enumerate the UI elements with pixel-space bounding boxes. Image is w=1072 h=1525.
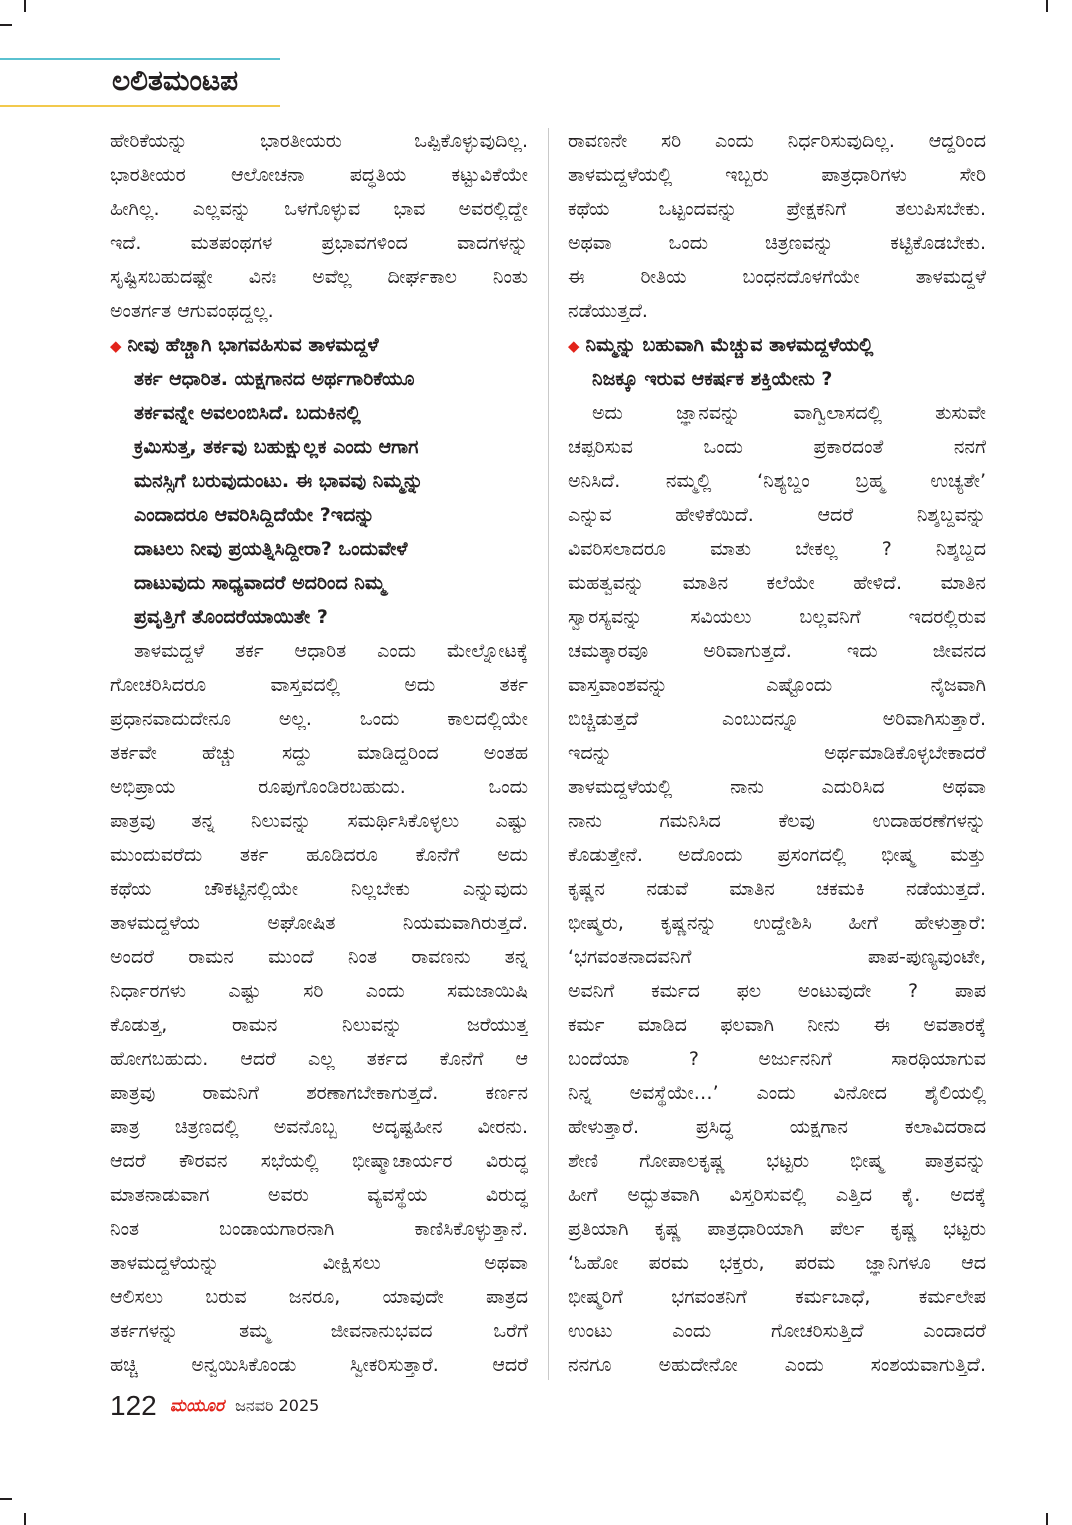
answer-line: ‘ಭಗವಂತನಾದವನಿಗೆ ಪಾಪ-ಪುಣ್ಯವುಂಟೇ, [568,946,986,968]
answer-line: ಆದರೆ ಕೌರವನ ಸಭೆಯಲ್ಲಿ ಭೀಷ್ಮಾಚಾರ್ಯರ ವಿರುದ್ಧ [110,1150,528,1172]
answer-line: ಅದು ಜ್ಞಾನವನ್ನು ವಾಗ್ವಿಲಾಸದಲ್ಲಿ ತುಸುವೇ [592,402,986,424]
header-rule-top [0,58,280,60]
answer-line: ತಾಳಮದ್ದಳೆಯಲ್ಲಿ ನಾನು ಎದುರಿಸಿದ ಅಥವಾ [568,776,986,798]
crop-mark [0,1498,12,1500]
answer-line: ಅಭಿಪ್ರಾಯ ರೂಪುಗೊಂಡಿರಬಹುದು. ಒಂದು [110,776,528,798]
answer-line: ಕೃಷ್ಣನ ನಡುವೆ ಮಾತಿನ ಚಕಮಕಿ ನಡೆಯುತ್ತದೆ. [568,878,986,900]
section-title: ಲಲಿತಮಂಟಪ [112,64,239,97]
answer-line: ಸ್ವಾರಸ್ಯವನ್ನು ಸವಿಯಲು ಬಲ್ಲವನಿಗೆ ಇದರಲ್ಲಿರುವ [568,606,986,628]
body-line: ಈ ರೀತಿಯ ಬಂಧನದೊಳಗೆಯೇ ತಾಳಮದ್ದಳೆ [568,266,986,288]
body-line: ಅಂತರ್ಗತ ಆಗುವಂಥದ್ದಲ್ಲ. [110,300,274,322]
question-text: ನಿಮ್ಮನ್ನು ಬಹುವಾಗಿ ಮೆಚ್ಚುವ ತಾಳಮದ್ದಳೆಯಲ್ಲಿ [585,334,874,356]
answer-line: ಅವನಿಗೆ ಕರ್ಮದ ಫಲ ಅಂಟುವುದೇ ? ಪಾಪ [568,980,986,1002]
body-line: ಸೃಷ್ಟಿಸಬಹುದಷ್ಟೇ ವಿನಃ ಅವೆಲ್ಲ ದೀರ್ಘಕಾಲ ನಿಂತು [110,266,528,288]
interview-question-line: ಎಂದಾದರೂ ಆವರಿಸಿದ್ದಿದೆಯೇ ?ಇದನ್ನು [134,504,375,526]
answer-line: ನಿರ್ಧಾರಗಳು ಎಷ್ಟು ಸರಿ ಎಂದು ಸಮಜಾಯಿಷಿ [110,980,528,1002]
interview-question-line: ದಾಟುವುದು ಸಾಧ್ಯವಾದರೆ ಅದರಿಂದ ನಿಮ್ಮ [134,572,386,594]
answer-line: ನನಗೂ ಅಹುದೇನೋ ಎಂದು ಸಂಶಯವಾಗುತ್ತಿದೆ. [568,1354,986,1376]
crop-mark [1046,0,1048,12]
answer-line: ಪ್ರಧಾನವಾದುದೇನೂ ಅಲ್ಲ. ಒಂದು ಕಾಲದಲ್ಲಿಯೇ [110,708,528,730]
body-line: ಭಾರತೀಯರ ಆಲೋಚನಾ ಪದ್ಧತಿಯ ಕಟ್ಟುವಿಕೆಯೇ [110,164,528,186]
answer-line: ಗೋಚರಿಸಿದರೂ ವಾಸ್ತವದಲ್ಲಿ ಅದು ತರ್ಕ [110,674,528,696]
answer-line: ವಿವರಿಸಲಾದರೂ ಮಾತು ಬೇಕಲ್ಲ ? ನಿಶ್ಶಬ್ದದ [568,538,986,560]
header-rule-bottom [0,105,280,107]
answer-line: ತರ್ಕವೇ ಹೆಚ್ಚು ಸದ್ದು ಮಾಡಿದ್ದರಿಂದ ಅಂತಹ [110,742,528,764]
interview-question-line: ತರ್ಕ ಆಧಾರಿತ. ಯಕ್ಷಗಾನದ ಅರ್ಥಗಾರಿಕೆಯೂ [134,368,415,390]
body-line: ಹೀಗಿಲ್ಲ. ಎಲ್ಲವನ್ನು ಒಳಗೊಳ್ಳುವ ಭಾವ ಅವರಲ್ಲಿದ್ದೇ [110,198,528,220]
answer-line: ಪಾತ್ರ ಚಿತ್ರಣದಲ್ಲಿ ಅವನೊಬ್ಬ ಅದೃಷ್ಟಹೀನ ವೀರನು. [110,1116,528,1138]
answer-line: ‘ಓಹೋ ಪರಮ ಭಕ್ತರು, ಪರಮ ಜ್ಞಾನಿಗಳೂ ಆದ [568,1252,986,1274]
answer-line: ಮಹತ್ವವನ್ನು ಮಾತಿನ ಕಲೆಯೇ ಹೇಳಿದೆ. ಮಾತಿನ [568,572,986,594]
answer-line: ಪಾತ್ರವು ತನ್ನ ನಿಲುವನ್ನು ಸಮರ್ಥಿಸಿಕೊಳ್ಳಲು ಎಷ್ಟು [110,810,528,832]
answer-line: ಕೊಡುತ್ತೇನೆ. ಅದೊಂದು ಪ್ರಸಂಗದಲ್ಲಿ ಭೀಷ್ಮ ಮತ್ತು [568,844,986,866]
body-line: ಇದೆ. ಮತಪಂಥಗಳ ಪ್ರಭಾವಗಳಿಂದ ವಾದಗಳನ್ನು [110,232,528,254]
answer-line: ಚಮತ್ಕಾರವೂ ಅರಿವಾಗುತ್ತದೆ. ಇದು ಜೀವನದ [568,640,986,662]
answer-line: ಮುಂದುವರೆದು ತರ್ಕ ಹೂಡಿದರೂ ಕೊನೆಗೆ ಅದು [110,844,528,866]
body-line: ಅಥವಾ ಒಂದು ಚಿತ್ರಣವನ್ನು ಕಟ್ಟಿಕೊಡಬೇಕು. [568,232,986,254]
interview-question-line: ಕ್ರಮಿಸುತ್ತ, ತರ್ಕವು ಬಹುಕ್ಷುಲ್ಲಕ ಎಂದು ಆಗಾಗ [134,436,419,458]
answer-line: ಹಚ್ಚಿ ಅನ್ವಯಿಸಿಕೊಂಡು ಸ್ವೀಕರಿಸುತ್ತಾರೆ. ಆದರೆ [110,1354,528,1376]
answer-line: ಇದನ್ನು ಅರ್ಥಮಾಡಿಕೊಳ್ಳಬೇಕಾದರೆ [568,742,986,764]
answer-line: ಆಲಿಸಲು ಬರುವ ಜನರೂ, ಯಾವುದೇ ಪಾತ್ರದ [110,1286,528,1308]
answer-line: ಕಥೆಯ ಚೌಕಟ್ಟಿನಲ್ಲಿಯೇ ನಿಲ್ಲಬೇಕು ಎನ್ನುವುದು [110,878,528,900]
crop-mark [1046,1513,1048,1525]
answer-line: ತಾಳಮದ್ದಳೆಯ ಅಘೋಷಿತ ನಿಯಮವಾಗಿರುತ್ತದೆ. [110,912,528,934]
magazine-logo: ಮಯೂರ [169,1396,225,1416]
answer-line: ಶೇಣಿ ಗೋಪಾಲಕೃಷ್ಣ ಭಟ್ಟರು ಭೀಷ್ಮ ಪಾತ್ರವನ್ನು [568,1150,986,1172]
answer-line: ಕರ್ಮ ಮಾಡಿದ ಫಲವಾಗಿ ನೀನು ಈ ಅವತಾರಕ್ಕೆ [568,1014,986,1036]
body-line: ರಾವಣನೇ ಸರಿ ಎಂದು ನಿರ್ಧರಿಸುವುದಿಲ್ಲ. ಆದ್ದರಿಂದ [568,130,986,152]
crop-mark [0,24,12,26]
column-divider [548,128,549,1380]
interview-question-line: ನಿಜಕ್ಕೂ ಇರುವ ಆಕರ್ಷಕ ಶಕ್ತಿಯೇನು ? [592,368,833,390]
right-column [568,124,986,1382]
interview-question-line: ಪ್ರವೃತ್ತಿಗೆ ತೊಂದರೆಯಾಯಿತೇ ? [134,606,328,628]
interview-question-line [568,328,986,362]
answer-line: ಹೀಗೆ ಅದ್ಭುತವಾಗಿ ವಿಸ್ತರಿಸುವಲ್ಲಿ ಎತ್ತಿದ ಕೈ. ಅದಕ್ಕೆ [568,1184,986,1206]
answer-line: ನಿನ್ನ ಅವಸ್ಥೆಯೇ…’ ಎಂದು ವಿನೋದ ಶೈಲಿಯಲ್ಲಿ [568,1082,986,1104]
answer-line: ನಾನು ಗಮನಿಸಿದ ಕೆಲವು ಉದಾಹರಣೆಗಳನ್ನು [568,810,986,832]
body-line: ಹೇರಿಕೆಯನ್ನು ಭಾರತೀಯರು ಒಪ್ಪಿಕೊಳ್ಳುವುದಿಲ್ಲ. [110,130,528,152]
answer-line: ಅಂದರೆ ರಾಮನ ಮುಂದೆ ನಿಂತ ರಾವಣನು ತನ್ನ [110,946,528,968]
answer-line: ಬಿಚ್ಚಿಡುತ್ತದೆ ಎಂಬುದನ್ನೂ ಅರಿವಾಗಿಸುತ್ತಾರೆ. [568,708,986,730]
answer-line: ವಾಸ್ತವಾಂಶವನ್ನು ಎಷ್ಟೊಂದು ನೈಜವಾಗಿ [568,674,986,696]
answer-line: ಚಪ್ಪರಿಸುವ ಒಂದು ಪ್ರಕಾರದಂತೆ ನನಗೆ [568,436,986,458]
answer-line: ಮಾತನಾಡುವಾಗ ಅವರು ವ್ಯವಸ್ಥೆಯ ವಿರುದ್ಧ [110,1184,528,1206]
body-line: ನಡೆಯುತ್ತದೆ. [568,300,648,322]
body-line: ಕಥೆಯ ಒಟ್ಟಂದವನ್ನು ಪ್ರೇಕ್ಷಕನಿಗೆ ತಲುಪಿಸಬೇಕು. [568,198,986,220]
interview-question-line [110,328,528,362]
body-line: ತಾಳಮದ್ದಳೆಯಲ್ಲಿ ಇಬ್ಬರು ಪಾತ್ರಧಾರಿಗಳು ಸೇರಿ [568,164,986,186]
answer-line: ಪ್ರತಿಯಾಗಿ ಕೃಷ್ಣ ಪಾತ್ರಧಾರಿಯಾಗಿ ಪೆರ್ಲ ಕೃಷ್ಣ ಭಟ್ಟರು [568,1218,986,1240]
answer-line: ಹೋಗಬಹುದು. ಆದರೆ ಎಲ್ಲ ತರ್ಕದ ಕೊನೆಗೆ ಆ [110,1048,528,1070]
question-text: ನೀವು ಹೆಚ್ಚಾಗಿ ಭಾಗವಹಿಸುವ ತಾಳಮದ್ದಳೆ [127,334,379,356]
crop-mark [24,0,26,12]
crop-mark [24,1513,26,1525]
answer-line: ಭೀಷ್ಮರಿಗೆ ಭಗವಂತನಿಗೆ ಕರ್ಮಬಾಧೆ, ಕರ್ಮಲೇಪ [568,1286,986,1308]
answer-line: ಹೇಳುತ್ತಾರೆ. ಪ್ರಸಿದ್ಧ ಯಕ್ಷಗಾನ ಕಲಾವಿದರಾದ [568,1116,986,1138]
answer-line: ಅನಿಸಿದೆ. ನಮ್ಮಲ್ಲಿ ‘ನಿಶ್ಯಬ್ದಂ ಬ್ರಹ್ಮ ಉಚ್ಯತೇ’ [568,470,986,492]
answer-line: ತರ್ಕಗಳನ್ನು ತಮ್ಮ ಜೀವನಾನುಭವದ ಒರೆಗೆ [110,1320,528,1342]
diamond-bullet-icon: ◆ [110,337,122,355]
diamond-bullet-icon: ◆ [568,337,580,355]
interview-question-line: ಮನಸ್ಸಿಗೆ ಬರುವುದುಂಟು. ಈ ಭಾವವು ನಿಮ್ಮನ್ನು [134,470,424,492]
left-column [110,124,528,1382]
answer-line: ತಾಳಮದ್ದಳೆಯನ್ನು ವೀಕ್ಷಿಸಲು ಅಥವಾ [110,1252,528,1274]
answer-line: ನಿಂತ ಬಂಡಾಯಗಾರನಾಗಿ ಕಾಣಿಸಿಕೊಳ್ಳುತ್ತಾನೆ. [110,1218,528,1240]
answer-line: ಉಂಟು ಎಂದು ಗೋಚರಿಸುತ್ತಿದೆ ಎಂದಾದರೆ [568,1320,986,1342]
page-number: 122 [110,1390,157,1421]
interview-question-line: ದಾಟಲು ನೀವು ಪ್ರಯತ್ನಿಸಿದ್ದೀರಾ? ಒಂದುವೇಳೆ [134,538,408,560]
interview-question-line: ತರ್ಕವನ್ನೇ ಅವಲಂಬಿಸಿದೆ. ಬದುಕಿನಲ್ಲಿ [134,402,361,424]
page-footer [110,1390,319,1430]
section-header [0,58,280,108]
issue-date: ಜನವರಿ 2025 [235,1396,320,1415]
answer-line: ತಾಳಮದ್ದಳೆ ತರ್ಕ ಆಧಾರಿತ ಎಂದು ಮೇಲ್ನೋಟಕ್ಕೆ [134,640,528,662]
answer-line: ಎನ್ನುವ ಹೇಳಿಕೆಯಿದೆ. ಆದರೆ ನಿಶ್ಶಬ್ದವನ್ನು [568,504,986,526]
answer-line: ಬಂದೆಯಾ ? ಅರ್ಜುನನಿಗೆ ಸಾರಥಿಯಾಗುವ [568,1048,986,1070]
answer-line: ಕೊಡುತ್ತ, ರಾಮನ ನಿಲುವನ್ನು ಜರೆಯುತ್ತ [110,1014,528,1036]
answer-line: ಭೀಷ್ಮರು, ಕೃಷ್ಣನನ್ನು ಉದ್ದೇಶಿಸಿ ಹೀಗೆ ಹೇಳುತ್ತಾರೆ: [568,912,986,934]
answer-line: ಪಾತ್ರವು ರಾಮನಿಗೆ ಶರಣಾಗಬೇಕಾಗುತ್ತದೆ. ಕರ್ಣನ [110,1082,528,1104]
